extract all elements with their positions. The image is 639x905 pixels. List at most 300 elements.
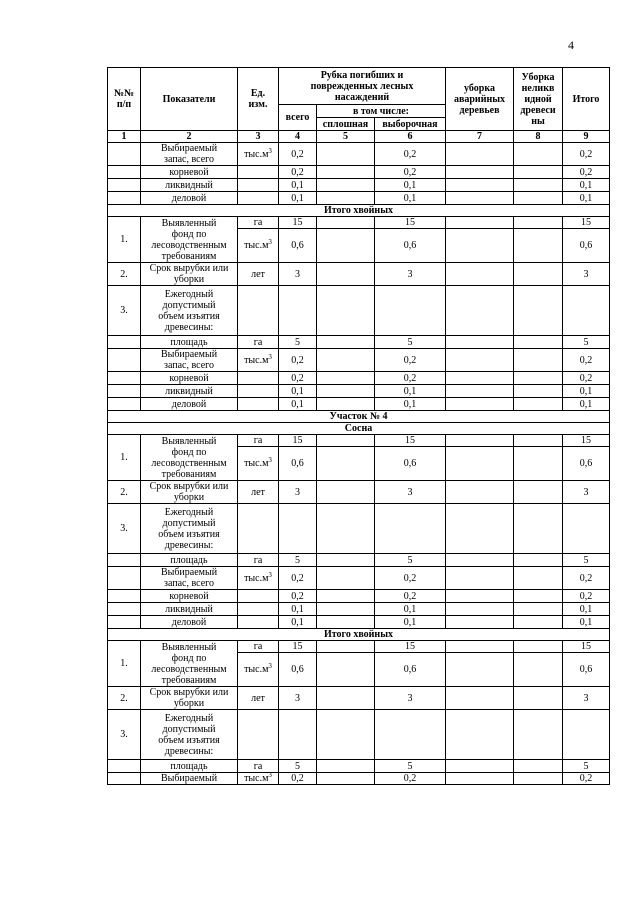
value-cell: 3: [279, 687, 317, 710]
row-label: корневой: [141, 590, 238, 603]
value-cell: [317, 336, 375, 349]
row-number: [108, 166, 141, 179]
value-cell: 15: [563, 641, 610, 653]
row-label: Выбираемый запас, всего: [141, 567, 238, 590]
value-cell: [317, 398, 375, 411]
row-number: [108, 179, 141, 192]
value-cell: 0,6: [279, 229, 317, 263]
value-cell: 0,2: [563, 143, 610, 166]
value-cell: [446, 263, 514, 286]
unit-cell: [238, 349, 279, 372]
row-label: Выбираемый запас, всего: [141, 143, 238, 166]
unit-cell: [238, 554, 279, 567]
value-cell: [514, 143, 563, 166]
unit-text: га: [253, 641, 263, 652]
column-number: 1: [108, 131, 141, 143]
value-cell: 0,2: [279, 166, 317, 179]
row-label: деловой: [141, 398, 238, 411]
unit-superscript: 3: [268, 772, 272, 779]
value-cell: [446, 179, 514, 192]
unit-cell: [238, 372, 279, 385]
value-cell: [317, 760, 375, 773]
row-number: [108, 554, 141, 567]
unit-cell: [238, 504, 279, 554]
table-row: [108, 143, 610, 166]
value-cell: [317, 143, 375, 166]
row-number: [108, 398, 141, 411]
row-label: Ежегодный допустимый объем изъятия древесины:: [141, 286, 238, 336]
value-cell: 3: [375, 481, 446, 504]
value-cell: 0,2: [279, 349, 317, 372]
value-cell: [514, 349, 563, 372]
row-number: 3.: [108, 710, 141, 760]
row-label: площадь: [141, 760, 238, 773]
row-label: корневой: [141, 372, 238, 385]
value-cell: 0,6: [375, 229, 446, 263]
header-felling-group: Рубка погибших и поврежденных лесных насаждений: [279, 68, 446, 105]
value-cell: [446, 143, 514, 166]
value-cell: 0,2: [563, 372, 610, 385]
value-cell: [317, 481, 375, 504]
unit-superscript: 3: [268, 238, 272, 246]
table-row: [108, 687, 610, 710]
unit-cell: [238, 481, 279, 504]
unit-text: тыс.м: [244, 773, 269, 784]
unit-text: лет: [251, 692, 265, 704]
value-cell: [514, 641, 563, 653]
unit-cell: [238, 336, 279, 349]
unit-cell: [238, 653, 279, 687]
value-cell: [514, 653, 563, 687]
value-cell: [375, 286, 446, 336]
value-cell: 0,6: [375, 447, 446, 481]
value-cell: [279, 286, 317, 336]
row-number: 1.: [108, 217, 141, 263]
value-cell: [317, 166, 375, 179]
table-row: [108, 217, 610, 229]
value-cell: [446, 166, 514, 179]
value-cell: [514, 336, 563, 349]
value-cell: [446, 773, 514, 785]
value-cell: 0,6: [279, 447, 317, 481]
table-row: [108, 641, 610, 653]
table-row: [108, 504, 610, 554]
column-number: 2: [141, 131, 238, 143]
column-number: 6: [375, 131, 446, 143]
value-cell: [514, 398, 563, 411]
value-cell: [317, 372, 375, 385]
value-cell: [514, 385, 563, 398]
row-number: 3.: [108, 286, 141, 336]
unit-cell: [238, 616, 279, 629]
value-cell: 0,1: [563, 398, 610, 411]
unit-superscript: 3: [268, 456, 272, 464]
value-cell: 15: [279, 641, 317, 653]
column-number: 5: [317, 131, 375, 143]
row-label: Выявленный фонд по лесоводственным требованиям: [141, 217, 238, 263]
value-cell: 15: [279, 435, 317, 447]
forest-felling-table: [107, 67, 610, 785]
unit-text: га: [253, 435, 263, 446]
row-number: 2.: [108, 687, 141, 710]
unit-cell: [238, 286, 279, 336]
value-cell: [446, 554, 514, 567]
unit-text: лет: [251, 268, 265, 280]
unit-cell: [238, 398, 279, 411]
header-clear-cut: сплошная: [317, 118, 375, 131]
row-label: Выявленный фонд по лесоводственным требованиям: [141, 435, 238, 481]
table-row: [108, 710, 610, 760]
table-row: [108, 398, 610, 411]
value-cell: [446, 567, 514, 590]
section-row: [108, 629, 610, 641]
unit-text: га: [253, 336, 263, 348]
row-label: площадь: [141, 554, 238, 567]
header-including: в том числе:: [317, 105, 446, 118]
row-number: [108, 385, 141, 398]
unit-superscript: 3: [268, 352, 272, 361]
value-cell: [446, 192, 514, 205]
value-cell: 3: [563, 481, 610, 504]
unit-cell: [238, 641, 279, 653]
value-cell: [514, 773, 563, 785]
unit-cell: [238, 229, 279, 263]
value-cell: [514, 179, 563, 192]
value-cell: 0,2: [279, 590, 317, 603]
column-number: 9: [563, 131, 610, 143]
row-number: [108, 760, 141, 773]
value-cell: 0,2: [375, 143, 446, 166]
value-cell: [317, 773, 375, 785]
row-label: Выбираемый: [141, 773, 238, 785]
row-number: 1.: [108, 641, 141, 687]
value-cell: 0,2: [375, 166, 446, 179]
row-label: корневой: [141, 166, 238, 179]
value-cell: 0,6: [375, 653, 446, 687]
value-cell: [514, 616, 563, 629]
value-cell: [317, 504, 375, 554]
value-cell: [514, 372, 563, 385]
header-all: всего: [279, 105, 317, 131]
row-number: [108, 349, 141, 372]
value-cell: 0,1: [375, 616, 446, 629]
value-cell: 5: [375, 336, 446, 349]
value-cell: [446, 336, 514, 349]
unit-text: лет: [251, 486, 265, 498]
value-cell: 0,1: [563, 179, 610, 192]
table-row: [108, 263, 610, 286]
table-row: [108, 616, 610, 629]
value-cell: 0,2: [563, 773, 610, 785]
unit-text: тыс.м: [244, 664, 269, 675]
row-number: [108, 616, 141, 629]
value-cell: [446, 385, 514, 398]
table-row: [108, 435, 610, 447]
table-row: [108, 481, 610, 504]
value-cell: [446, 481, 514, 504]
row-number: 3.: [108, 504, 141, 554]
row-number: [108, 773, 141, 785]
row-label: Срок вырубки или уборки: [141, 687, 238, 710]
value-cell: [446, 590, 514, 603]
column-numbers-row: [108, 131, 610, 143]
table-row: [108, 349, 610, 372]
value-cell: 0,2: [375, 567, 446, 590]
table-row: [108, 192, 610, 205]
header-emergency-trees: уборка аварийных деревьев: [446, 68, 514, 131]
value-cell: 0,1: [563, 385, 610, 398]
table-row: [108, 336, 610, 349]
value-cell: [446, 687, 514, 710]
row-number: [108, 372, 141, 385]
value-cell: [446, 760, 514, 773]
value-cell: [375, 710, 446, 760]
value-cell: 0,1: [375, 192, 446, 205]
table-row: [108, 567, 610, 590]
value-cell: [446, 372, 514, 385]
value-cell: [446, 286, 514, 336]
section-title: Сосна: [108, 423, 610, 435]
value-cell: 0,1: [563, 603, 610, 616]
value-cell: 15: [563, 435, 610, 447]
column-number: 4: [279, 131, 317, 143]
row-number: [108, 590, 141, 603]
row-label: площадь: [141, 336, 238, 349]
value-cell: [514, 435, 563, 447]
value-cell: [514, 286, 563, 336]
value-cell: [317, 229, 375, 263]
unit-cell: [238, 567, 279, 590]
value-cell: 3: [279, 481, 317, 504]
value-cell: [514, 217, 563, 229]
row-number: 1.: [108, 435, 141, 481]
value-cell: 0,2: [279, 567, 317, 590]
value-cell: [446, 349, 514, 372]
table-row: [108, 372, 610, 385]
value-cell: 5: [563, 554, 610, 567]
value-cell: 0,1: [279, 179, 317, 192]
unit-cell: [238, 217, 279, 229]
value-cell: 3: [375, 687, 446, 710]
value-cell: 5: [375, 760, 446, 773]
column-number: 3: [238, 131, 279, 143]
header-total: Итого: [563, 68, 610, 131]
value-cell: [514, 504, 563, 554]
row-number: 2.: [108, 263, 141, 286]
value-cell: 0,1: [279, 385, 317, 398]
unit-text: тыс.м: [244, 354, 269, 366]
header-selective-cut: выборочная: [375, 118, 446, 131]
row-number: [108, 192, 141, 205]
value-cell: [317, 590, 375, 603]
value-cell: 0,2: [279, 773, 317, 785]
value-cell: [317, 447, 375, 481]
value-cell: 15: [375, 641, 446, 653]
table-row: [108, 166, 610, 179]
value-cell: [563, 286, 610, 336]
value-cell: 5: [279, 336, 317, 349]
value-cell: [446, 398, 514, 411]
value-cell: [514, 710, 563, 760]
row-label: Выявленный фонд по лесоводственным требованиям: [141, 641, 238, 687]
value-cell: 0,2: [563, 590, 610, 603]
value-cell: [514, 590, 563, 603]
value-cell: 3: [375, 263, 446, 286]
row-label: Срок вырубки или уборки: [141, 263, 238, 286]
value-cell: [514, 447, 563, 481]
unit-cell: [238, 590, 279, 603]
table-row: [108, 179, 610, 192]
value-cell: [317, 435, 375, 447]
value-cell: [514, 481, 563, 504]
value-cell: 0,2: [375, 372, 446, 385]
value-cell: 5: [563, 336, 610, 349]
value-cell: [446, 710, 514, 760]
header-number: №№ п/п: [108, 68, 141, 131]
value-cell: [446, 435, 514, 447]
value-cell: [514, 554, 563, 567]
value-cell: [514, 192, 563, 205]
value-cell: 0,2: [279, 372, 317, 385]
row-label: Ежегодный допустимый объем изъятия древесины:: [141, 504, 238, 554]
value-cell: 0,2: [375, 773, 446, 785]
row-label: ликвидный: [141, 385, 238, 398]
section-title: Участок № 4: [108, 411, 610, 423]
value-cell: [317, 349, 375, 372]
unit-cell: [238, 143, 279, 166]
row-number: [108, 567, 141, 590]
value-cell: 0,1: [563, 616, 610, 629]
value-cell: [279, 710, 317, 760]
unit-cell: [238, 179, 279, 192]
value-cell: [514, 567, 563, 590]
table-row: [108, 554, 610, 567]
value-cell: [317, 286, 375, 336]
unit-superscript: 3: [268, 570, 272, 579]
unit-cell: [238, 447, 279, 481]
value-cell: 15: [375, 435, 446, 447]
value-cell: [317, 179, 375, 192]
header-illiquid-wood: Уборка неликв идной древеси ны: [514, 68, 563, 131]
section-row: [108, 205, 610, 217]
section-title: Итого хвойных: [108, 629, 610, 641]
unit-cell: [238, 192, 279, 205]
value-cell: 0,2: [563, 349, 610, 372]
value-cell: [446, 447, 514, 481]
value-cell: [317, 217, 375, 229]
value-cell: [514, 229, 563, 263]
unit-text: тыс.м: [244, 240, 269, 251]
value-cell: 3: [279, 263, 317, 286]
unit-superscript: 3: [268, 662, 272, 670]
value-cell: 0,2: [279, 143, 317, 166]
value-cell: 0,1: [375, 603, 446, 616]
value-cell: [317, 641, 375, 653]
value-cell: 15: [563, 217, 610, 229]
row-label: Срок вырубки или уборки: [141, 481, 238, 504]
value-cell: [514, 760, 563, 773]
value-cell: 0,1: [375, 398, 446, 411]
value-cell: [446, 653, 514, 687]
value-cell: [514, 263, 563, 286]
unit-text: га: [253, 554, 263, 566]
unit-cell: [238, 603, 279, 616]
unit-text: га: [253, 217, 263, 228]
column-number: 7: [446, 131, 514, 143]
value-cell: [514, 603, 563, 616]
unit-cell: [238, 760, 279, 773]
value-cell: 0,1: [563, 192, 610, 205]
value-cell: 0,2: [563, 567, 610, 590]
unit-superscript: 3: [268, 146, 272, 155]
row-label: ликвидный: [141, 179, 238, 192]
value-cell: [446, 641, 514, 653]
value-cell: [446, 229, 514, 263]
value-cell: [317, 687, 375, 710]
value-cell: [317, 263, 375, 286]
unit-cell: [238, 435, 279, 447]
row-label: ликвидный: [141, 603, 238, 616]
unit-cell: [238, 710, 279, 760]
value-cell: [317, 653, 375, 687]
section-title: Итого хвойных: [108, 205, 610, 217]
header-indicators: Показатели: [141, 68, 238, 131]
value-cell: 0,6: [563, 447, 610, 481]
value-cell: 5: [375, 554, 446, 567]
column-number: 8: [514, 131, 563, 143]
unit-cell: [238, 773, 279, 785]
value-cell: [446, 616, 514, 629]
value-cell: 5: [279, 760, 317, 773]
table-row: [108, 760, 610, 773]
row-label: деловой: [141, 616, 238, 629]
row-number: [108, 336, 141, 349]
row-number: 2.: [108, 481, 141, 504]
unit-cell: [238, 687, 279, 710]
unit-text: тыс.м: [244, 572, 269, 584]
section-row: [108, 423, 610, 435]
row-number: [108, 143, 141, 166]
unit-cell: [238, 263, 279, 286]
header-unit: Ед. изм.: [238, 68, 279, 131]
value-cell: [317, 603, 375, 616]
page-number: 4: [568, 38, 574, 52]
value-cell: 5: [563, 760, 610, 773]
unit-cell: [238, 166, 279, 179]
value-cell: [375, 504, 446, 554]
unit-text: га: [253, 760, 263, 772]
value-cell: 0,1: [375, 385, 446, 398]
table-row: [108, 286, 610, 336]
table-row: [108, 603, 610, 616]
value-cell: 0,1: [375, 179, 446, 192]
value-cell: [563, 710, 610, 760]
value-cell: [317, 567, 375, 590]
value-cell: 0,1: [279, 192, 317, 205]
unit-cell: [238, 385, 279, 398]
value-cell: 3: [563, 263, 610, 286]
value-cell: [317, 385, 375, 398]
value-cell: [446, 217, 514, 229]
value-cell: [563, 504, 610, 554]
table-row: [108, 385, 610, 398]
value-cell: 15: [279, 217, 317, 229]
value-cell: 0,6: [279, 653, 317, 687]
value-cell: 3: [563, 687, 610, 710]
value-cell: 0,1: [279, 616, 317, 629]
unit-text: тыс.м: [244, 148, 269, 160]
value-cell: [279, 504, 317, 554]
